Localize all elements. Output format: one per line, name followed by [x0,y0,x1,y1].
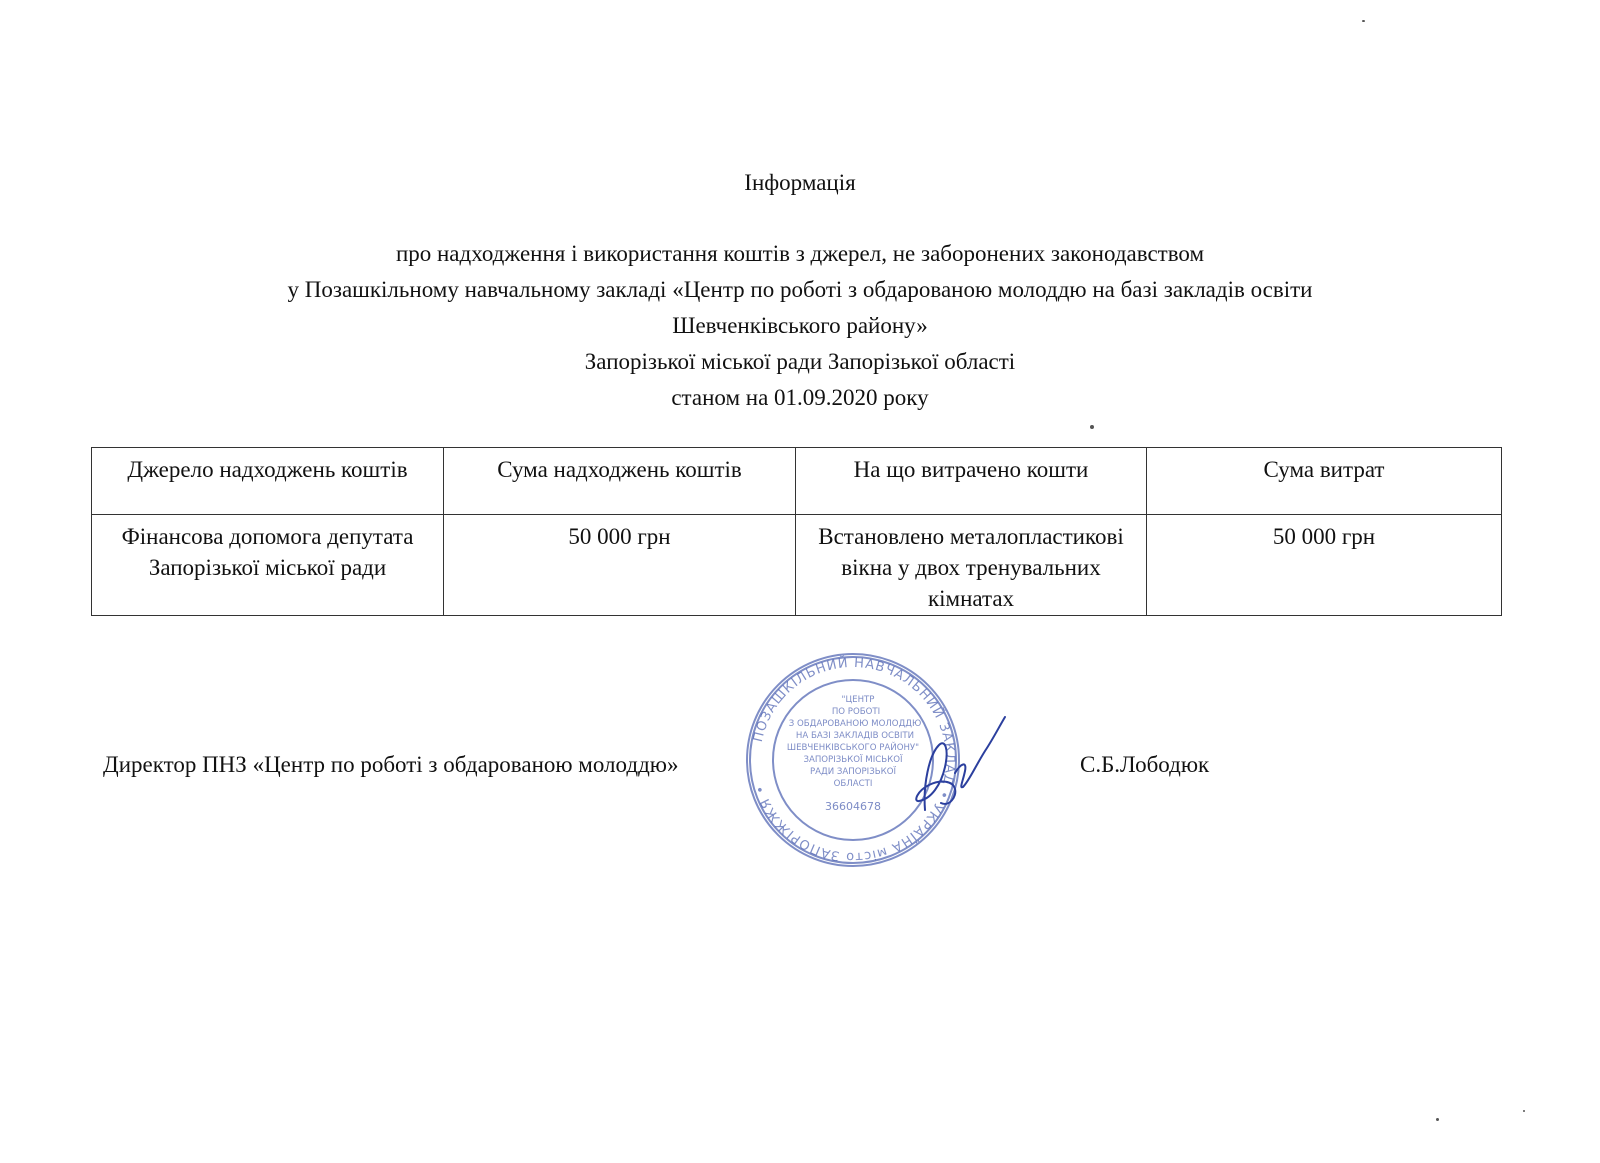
stamp-line: ОБЛАСТІ [833,779,873,789]
scan-speck [1362,20,1365,22]
stamp-line: ШЕВЧЕНКІВСЬКОГО РАЙОНУ" [786,743,920,753]
header-income-amount: Сума надходжень коштів [444,448,796,515]
signer-name: С.Б.Лободюк [1080,752,1210,777]
scan-speck [1436,1118,1439,1121]
table-row [92,515,1502,616]
subtitle-line: Запорізької міської ради Запорізької області [584,349,1016,374]
scan-speck [1523,1110,1525,1112]
scan-speck [1090,425,1094,429]
document-subtitle [150,236,1450,416]
stamp-line: ЗАПОРІЗЬКОЇ МІСЬКОЇ [803,755,903,765]
subtitle-line: Шевченківського району» [672,313,928,338]
subtitle-line: про надходження і використання коштів з джерел, не заборонених законодавством [395,241,1205,266]
cell-income-amount: 50 000 грн [444,515,796,616]
funds-table [91,447,1502,616]
signer-position: Директор ПНЗ «Центр по роботі з обдарованою молоддю» [103,752,679,777]
cell-expense-amount: 50 000 грн [1147,515,1502,616]
header-source: Джерело надходжень коштів [92,448,444,515]
stamp-line: ПО РОБОТІ [831,707,881,717]
cell-spent-on: Встановлено металопластикові вікна у двох тренувальних кімнатах [796,515,1147,616]
stamp-line: "ЦЕНТР [841,695,875,705]
subtitle-line: станом на 01.09.2020 року [671,385,929,410]
table-header-row [92,448,1502,515]
cell-source: Фінансова допомога депутата Запорізької міської ради [92,515,444,616]
stamp-line: З ОБДАРОВАНОЮ МОЛОДДЮ [788,719,922,729]
stamp-code: 36604678 [825,800,881,813]
header-spent-on: На що витрачено кошти [796,448,1147,515]
document-title: Інформація [744,170,856,195]
stamp-line: НА БАЗІ ЗАКЛАДІВ ОСВІТИ [795,731,915,741]
stamp-outer-text: ПОЗАШКІЛЬНИЙ НАВЧАЛЬНИЙ ЗАКЛАД • УКРАЇНА місто ЗАПОРІЖЖЯ • [750,655,958,865]
stamp-line: РАДИ ЗАПОРІЗЬКОЇ [809,767,897,777]
header-expense-amount: Сума витрат [1147,448,1502,515]
handwritten-signature [905,715,1015,825]
subtitle-line: у Позашкільному навчальному закладі «Центр по роботі з обдарованою молоддю на базі закладів освіти [287,277,1313,302]
